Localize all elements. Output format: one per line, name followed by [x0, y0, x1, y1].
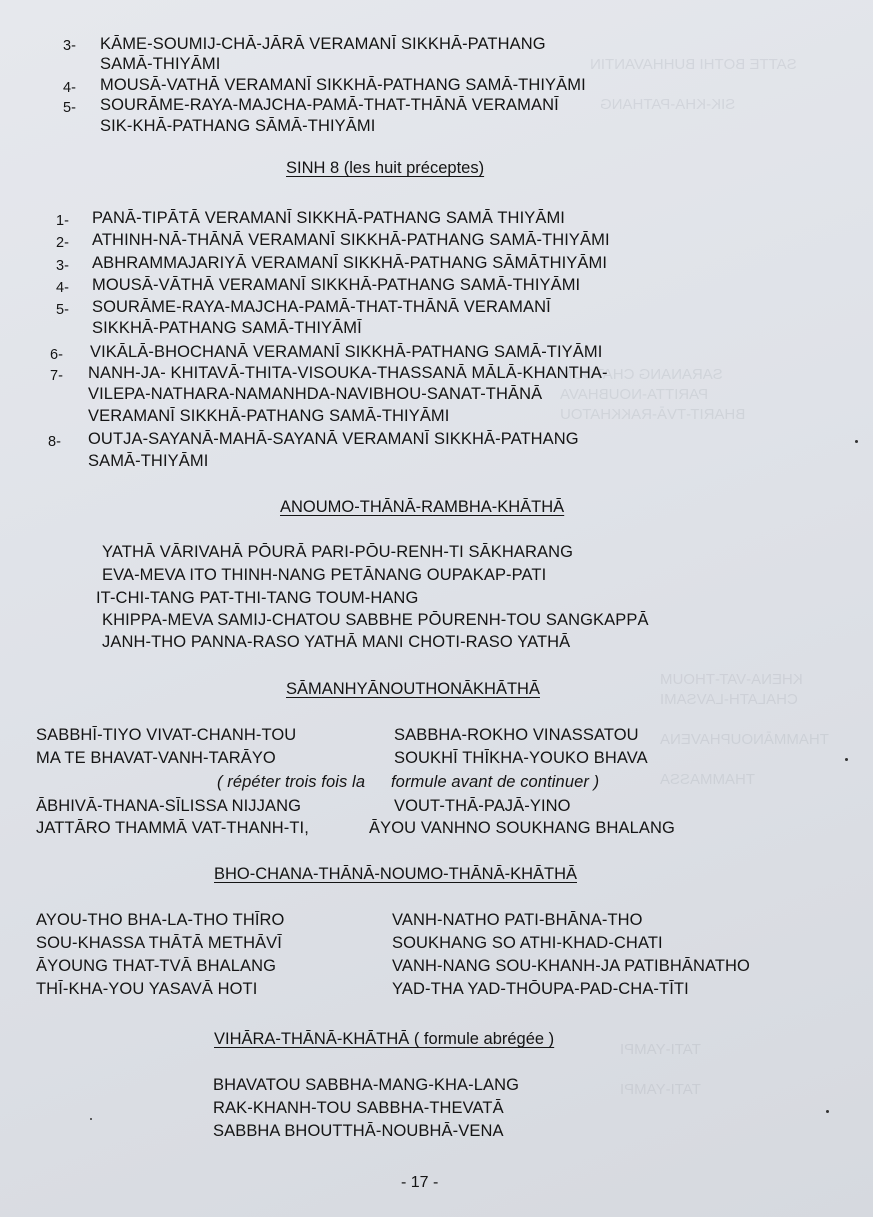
list-item-line: VIKĀLĀ-BHOCHANĀ VERAMANĪ SIKKHĀ-PATHANG SAMĀ-TIYĀMI: [90, 343, 603, 361]
verse-left: SABBHĪ-TIYO VIVAT-CHANH-TOU: [36, 726, 297, 744]
verse-right: ĀYOU VANHNO SOUKHANG BHALANG: [369, 819, 675, 837]
verse-left: SOU-KHASSA THĀTĀ METHĀVĪ: [36, 934, 282, 952]
speck: [826, 1110, 829, 1113]
list-item-line: SAMĀ-THIYĀMI: [100, 55, 221, 73]
verse-right: SOUKHĪ THĪKHA-YOUKO BHAVA: [394, 749, 648, 767]
verse-left: MA TE BHAVAT-VANH-TARĀYO: [36, 749, 276, 767]
verse-right: YAD-THA YAD-THŌUPA-PAD-CHA-TĪTI: [392, 980, 689, 998]
section-heading-anoumo: ANOUMO-THĀNĀ-RAMBHA-KHĀTHĀ: [280, 498, 565, 516]
list-number: 4-: [63, 80, 76, 96]
verse-line: RAK-KHANH-TOU SABBHA-THEVATĀ: [213, 1099, 504, 1117]
list-item-line: VILEPA-NATHARA-NAMANHDA-NAVIBHOU-SANAT-THĀNĀ: [88, 385, 543, 403]
list-item-line: OUTJA-SAYANĀ-MAHĀ-SAYANĀ VERAMANĪ SIKKHĀ-PATHANG: [88, 430, 579, 448]
section-heading-sinh8: SINH 8 (les huit préceptes): [286, 159, 485, 177]
instruction-note: ( répéter trois fois la: [217, 773, 366, 791]
list-item-line: SOURĀME-RAYA-MAJCHA-PAMĀ-THAT-THĀNĀ VERAMANĪ: [92, 298, 551, 316]
verse-left: ĀYOUNG THAT-TVĀ BHALANG: [36, 957, 277, 975]
list-number: 8-: [48, 434, 61, 450]
speck: [845, 758, 848, 761]
verse-line: SABBHA BHOUTTHĀ-NOUBHĀ-VENA: [213, 1122, 504, 1140]
section-heading-bhochana: BHO-CHANA-THĀNĀ-NOUMO-THĀNĀ-KHĀTHĀ: [214, 865, 577, 883]
list-item-line: VERAMANĪ SIKKHĀ-PATHANG SAMĀ-THIYĀMI: [88, 407, 450, 425]
section-heading-vihara: VIHĀRA-THĀNĀ-KHĀTHĀ ( formule abrégée ): [214, 1030, 555, 1048]
verse-right: VANH-NANG SOU-KHANH-JA PATIBHĀNATHO: [392, 957, 750, 975]
verse-line: EVA-MEVA ITO THINH-NANG PETĀNANG OUPAKAP-PATI: [102, 566, 547, 584]
list-number: 1-: [56, 213, 69, 229]
page-number: - 17 -: [401, 1174, 439, 1191]
list-number: 2-: [56, 235, 69, 251]
list-item-line: ABHRAMMAJARIYĀ VERAMANĪ SIKKHĀ-PATHANG SĀMĀTHIYĀMI: [92, 254, 608, 272]
verse-line: JANH-THO PANNA-RASO YATHĀ MANI CHOTI-RASO YATHĀ: [102, 633, 571, 651]
speck: [855, 440, 858, 443]
speck: [90, 1118, 92, 1120]
list-item-line: ATHINH-NĀ-THĀNĀ VERAMANĪ SIKKHĀ-PATHANG SAMĀ-THIYĀMI: [92, 231, 610, 249]
list-number: 5-: [63, 100, 76, 116]
list-number: 3-: [63, 38, 76, 54]
verse-line: YATHĀ VĀRIVAHĀ PŌURĀ PARI-PŌU-RENH-TI SĀKHARANG: [102, 543, 574, 561]
document-page: SATTE BOTHI BUHHAVANTIN SIK-KHA-PATHANG SARANANG CHATOUM PARITTA-NOUBHAVA BHARIT-TVĀ-RAKKHATOU KHENA-VAT-THOUM CHALATH-LAVSAMI THAMMĀNOUPHAVENA THAMMASSA TATI-YAMPI TATI-YAMPI 3- KĀME-SOUMIJ-CHĀ-JĀRĀ VERAMANĪ SIKKHĀ-PATHANG SAMĀ-THIYĀMI 4- MOUSĀ-VATHĀ VERAMANĪ SIKKHĀ-PATHANG SAMĀ-THIYĀMI 5- SOURĀME-RAYA-MAJCHA-PAMĀ-THAT-THĀNĀ VERAMANĪ SIK-KHĀ-PATHANG SĀMĀ-THIYĀMI SINH 8 (les huit préceptes) 1- PANĀ-TIPĀTĀ VERAMANĪ SIKKHĀ-PATHANG SAMĀ THIYĀMI 2- ATHINH-NĀ-THĀNĀ VERAMANĪ SIKKHĀ-PATHANG SAMĀ-THIYĀMI 3- ABHRAMMAJARIYĀ VERAMANĪ SIKKHĀ-PATHANG SĀMĀTHIYĀMI 4- MOUSĀ-VĀTHĀ VERAMANĪ SIKKHĀ-PATHANG SAMĀ-THIYĀMI 5- SOURĀME-RAYA-MAJCHA-PAMĀ-THAT-THĀNĀ VERAMANĪ SIKKHĀ-PATHANG SAMĀ-THIYĀMĪ 6- VIKĀLĀ-BHOCHANĀ VERAMANĪ SIKKHĀ-PATHANG SAMĀ-TIYĀMI 7- NANH-JA- KHITAVĀ-THITA-VISOUKA-THASSANĀ MĀLĀ-KHANTHA- VILEPA-NATHARA-NAMANHDA-NAVIBHOU-SANAT-THĀNĀ VERAMANĪ SIKKHĀ-PATHANG SAMĀ-THIYĀMI 8- OUTJA-SAYANĀ-MAHĀ-SAYANĀ VERAMANĪ SIKKHĀ-PATHANG SAMĀ-THIYĀMI ANOUMO-THĀNĀ-RAMBHA-KHĀTHĀ YATHĀ VĀRIVAHĀ PŌURĀ PARI-PŌU-RENH-TI SĀKHARANG EVA-MEVA ITO THINH-NANG PETĀNANG OUPAKAP-PATI IT-CHI-TANG PAT-THI-TANG TOUM-HANG KHIPPA-MEVA SAMIJ-CHATOU SABBHE PŌURENH-TOU SANGKAPPĀ JANH-THO PANNA-RASO YATHĀ MANI CHOTI-RASO YATHĀ SĀMANHYĀNOUTHONĀKHĀTHĀ SABBHĪ-TIYO VIVAT-CHANH-TOU SABBHA-ROKHO VINASSATOU MA TE BHAVAT-VANH-TARĀYO SOUKHĪ THĪKHA-YOUKO BHAVA ( répéter trois fois la formule avant de continuer ) ĀBHIVĀ-THANA-SĪLISSA NIJJANG VOUT-THĀ-PAJĀ-YINO JATTĀRO THAMMĀ VAT-THANH-TI, ĀYOU VANHNO SOUKHANG BHALANG BHO-CHANA-THĀNĀ-NOUMO-THĀNĀ-KHĀTHĀ AYOU-THO BHA-LA-THO THĪRO VANH-NATHO PATI-BHĀNA-THO SOU-KHASSA THĀTĀ METHĀVĪ SOUKHANG SO ATHI-KHAD-CHATI ĀYOUNG THAT-TVĀ BHALANG VANH-NANG SOU-KHANH-JA PATIBHĀNATHO THĪ-KHA-YOU YASAVĀ HOTI YAD-THA YAD-THŌUPA-PAD-CHA-TĪTI VIHĀRA-THĀNĀ-KHĀTHĀ ( formule abrégée ) BHAVATOU SABBHA-MANG-KHA-LANG RAK-KHANH-TOU SABBHA-THEVATĀ SABBHA BHOUTTHĀ-NOUBHĀ-VENA - 17 -: [0, 0, 873, 1217]
verse-right: VOUT-THĀ-PAJĀ-YINO: [394, 797, 571, 815]
verse-line: KHIPPA-MEVA SAMIJ-CHATOU SABBHE PŌURENH-TOU SANGKAPPĀ: [102, 611, 649, 629]
list-item-line: SIKKHĀ-PATHANG SAMĀ-THIYĀMĪ: [92, 319, 362, 337]
list-item-line: MOUSĀ-VĀTHĀ VERAMANĪ SIKKHĀ-PATHANG SAMĀ-THIYĀMI: [92, 276, 581, 294]
verse-line: BHAVATOU SABBHA-MANG-KHA-LANG: [213, 1076, 520, 1094]
verse-line: IT-CHI-TANG PAT-THI-TANG TOUM-HANG: [96, 589, 419, 607]
list-item-line: SAMĀ-THIYĀMI: [88, 452, 209, 470]
list-number: 7-: [50, 368, 63, 384]
list-item-line: MOUSĀ-VATHĀ VERAMANĪ SIKKHĀ-PATHANG SAMĀ-THIYĀMI: [100, 76, 586, 94]
list-number: 4-: [56, 280, 69, 296]
list-number: 5-: [56, 302, 69, 318]
section-heading-samanhya: SĀMANHYĀNOUTHONĀKHĀTHĀ: [286, 680, 540, 698]
list-number: 3-: [56, 258, 69, 274]
list-item-line: PANĀ-TIPĀTĀ VERAMANĪ SIKKHĀ-PATHANG SAMĀ THIYĀMI: [92, 209, 565, 227]
list-number: 6-: [50, 347, 63, 363]
list-item-line: KĀME-SOUMIJ-CHĀ-JĀRĀ VERAMANĪ SIKKHĀ-PATHANG: [100, 35, 546, 53]
list-item-line: SIK-KHĀ-PATHANG SĀMĀ-THIYĀMI: [100, 117, 376, 135]
verse-right: SOUKHANG SO ATHI-KHAD-CHATI: [392, 934, 663, 952]
verse-right: VANH-NATHO PATI-BHĀNA-THO: [392, 911, 643, 929]
verse-left: AYOU-THO BHA-LA-THO THĪRO: [36, 911, 285, 929]
list-item-line: SOURĀME-RAYA-MAJCHA-PAMĀ-THAT-THĀNĀ VERAMANĪ: [100, 96, 559, 114]
verse-left: JATTĀRO THAMMĀ VAT-THANH-TI,: [36, 819, 309, 837]
instruction-note: formule avant de continuer ): [391, 773, 600, 791]
verse-left: THĪ-KHA-YOU YASAVĀ HOTI: [36, 980, 258, 998]
verse-left: ĀBHIVĀ-THANA-SĪLISSA NIJJANG: [36, 797, 302, 815]
verse-right: SABBHA-ROKHO VINASSATOU: [394, 726, 639, 744]
list-item-line: NANH-JA- KHITAVĀ-THITA-VISOUKA-THASSANĀ MĀLĀ-KHANTHA-: [88, 364, 608, 382]
